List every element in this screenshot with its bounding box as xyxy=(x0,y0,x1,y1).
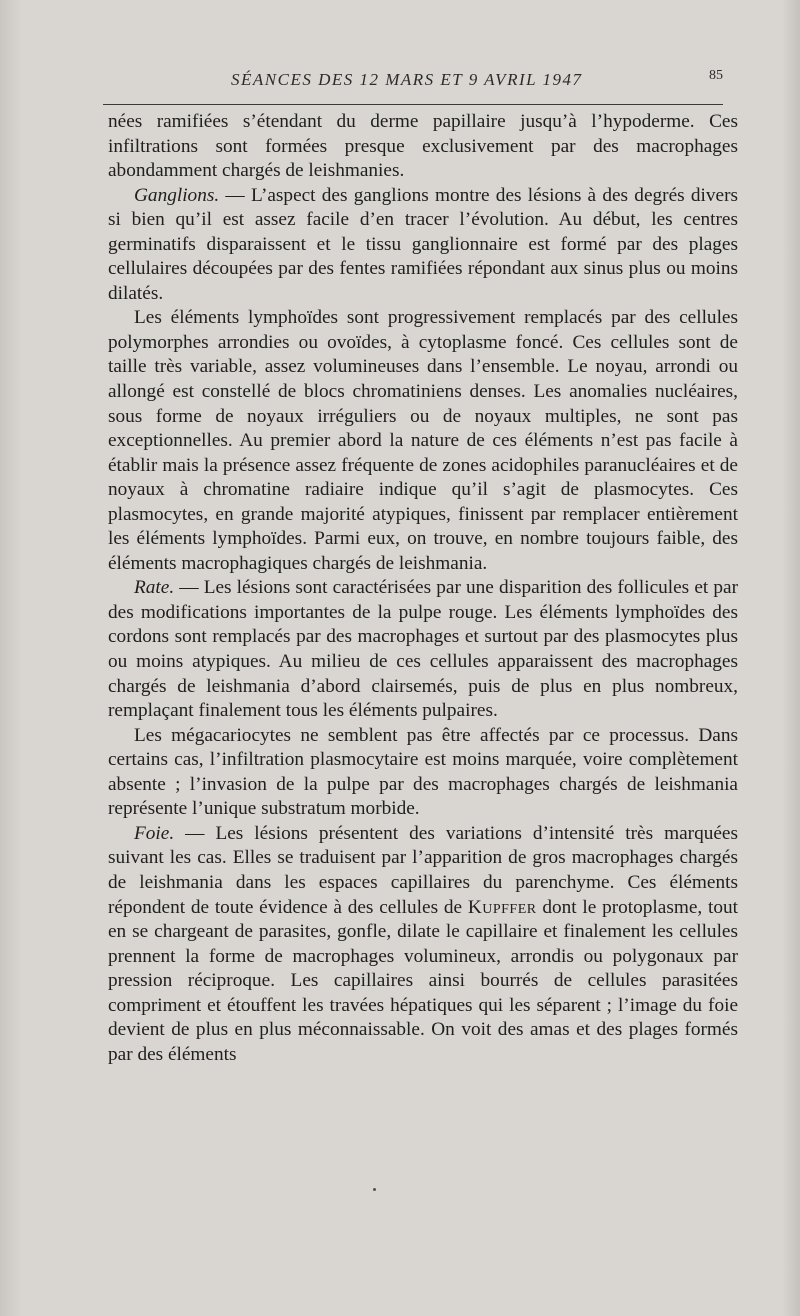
section-label-rate: Rate. xyxy=(134,577,175,599)
author-name-kupffer: Kupffer xyxy=(467,896,537,918)
paragraph-text: nées ramifiées s’étendant du derme papillaire jusqu’à l’hypoderme. Ces infiltrations sont formées presque exclusivement par des macrophages abondamment chargés de leishmanies. xyxy=(108,111,738,182)
paragraph-text: Les mégacariocytes ne semblent pas être affectés par ce processus. Dans certains cas, l’infiltration plasmocytaire est moins marquée, voire complètement absente ; l’invasion de la pulpe par des macrophages chargés de leishmania représente l’unique substratum morbide. xyxy=(108,724,738,820)
paragraph-text: — L’aspect des ganglions montre des lésions à des degrés divers si bien qu’il est assez facile d’en tracer l’évolution. Au début, les centres germinatifs disparaissent et le tissu ganglionnaire est formé par des plages cellulaires découpées par des fentes ramifiées répondant aux sinus plus ou moins dilatés. xyxy=(108,184,738,304)
paragraph-rate xyxy=(108,576,738,723)
section-label-foie: Foie. xyxy=(134,822,175,844)
paragraph-text: — Les lésions sont caractérisées par une disparition des follicules et par des modifications importantes de la pulpe rouge. Les éléments lymphoïdes des cordons sont remplacés par des macrophages et surtout par des plasmocytes plus ou moins atypiques. Au milieu de ces cellules apparaissent des macrophages chargés de leishmania d’abord clairsemés, puis de plus en plus nombreux, remplaçant finalement tous les éléments pulpaires. xyxy=(108,577,738,722)
paper-speck xyxy=(373,1188,376,1191)
running-header xyxy=(103,64,723,105)
body-text xyxy=(108,110,738,1067)
section-label-ganglions: Ganglions. xyxy=(134,184,220,206)
paragraph-text: dont le protoplasme, tout en se chargeant de parasites, gonfle, dilate le capillaire et finalement les cellules prennent la forme de macrophages volumineux, arrondis ou polygonaux par pression réciproque. Les capillaires ainsi bourrés de cellules parasitées compriment et étouffent les travées hépatiques qui les séparent ; l’image du foie devient de plus en plus méconnaissable. On voit des amas et des plages formés par des éléments xyxy=(108,896,738,1065)
paragraph-ganglions xyxy=(108,184,738,307)
paragraph-foie xyxy=(108,822,738,1067)
page-number: 85 xyxy=(709,68,723,83)
paragraph-skin-continuation xyxy=(108,110,738,184)
running-title: SÉANCES DES 12 MARS ET 9 AVRIL 1947 xyxy=(231,70,583,89)
paragraph-text: Les éléments lymphoïdes sont progressivement remplacés par des cellules polymorphes arrondies ou ovoïdes, à cytoplasme foncé. Ces cellules sont de taille très variable, assez volumineuses dans l’ensemble. Le noyau, arrondi ou allongé est constellé de blocs chromatiniens denses. Les anomalies nucléaires, sous forme de noyaux irréguliers ou de noyaux multiples, ne sont pas exceptionnelles. Au premier abord la nature de ces éléments n’est pas facile à établir mais la présence assez fréquente de zones acidophiles paranucléaires et de noyaux à chromatine radiaire indique qu’il s’agit de plasmocytes. Ces plasmocytes, en grande majorité atypiques, finissent par remplacer entièrement les éléments lymphoïdes. Parmi eux, on trouve, en nombre toujours faible, des éléments macrophagiques chargés de leishmania. xyxy=(108,307,738,574)
paragraph-megacaryocytes xyxy=(108,724,738,822)
paragraph-lymphoid-elements xyxy=(108,306,738,576)
paragraph-text: — Les lésions présentent des variations d’intensité très marquées suivant les cas. Elles se traduisent par l’apparition de gros macrophages chargés de leishmania dans les espaces capillaires du parenchyme. Ces éléments répondent de toute évidence à des cellules de xyxy=(108,822,738,918)
